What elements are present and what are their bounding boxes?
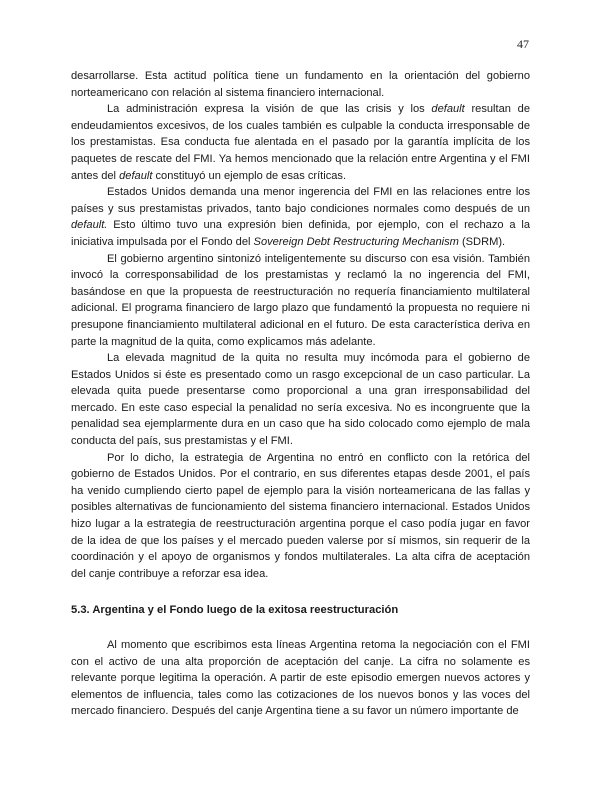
paragraph-1: desarrollarse. Esta actitud política tiene un fundamento en la orientación del gobierno norteamericano con relación al sistema financiero internacional. xyxy=(71,70,530,99)
text-run: (SDRM). xyxy=(458,235,506,248)
text-run: Estados Unidos demanda una menor ingerencia del FMI en las relaciones entre los países y sus prestamistas privados, tanto bajo condiciones normales como después de un xyxy=(71,186,530,215)
text-run: La administración expresa la visión de que las crisis y los xyxy=(107,103,432,116)
paragraph-3 xyxy=(71,184,530,250)
text-run: Esto último tuvo una expresión bien definida, por ejemplo, con el rechazo a la iniciativa impulsada por el Fondo del xyxy=(71,219,530,248)
italic-term: default xyxy=(431,103,465,116)
paragraph-6: Por lo dicho, la estrategia de Argentina no entró en conflicto con la retórica del gobierno de Estados Unidos. Por el contrario, en sus diferentes etapas desde 2001, el país ha venido cumpliendo cierto papel de ejemplo para la visión norteamericana de las fallas y posibles alternativas de funcionamiento del sistema financiero internacional. Estados Unidos hizo lugar a la estrategia de reestructuración argentina porque el caso podía jugar en favor de la idea de que los países y el mercado pueden valerse por sí mismos, sin requerir de la coordinación y el apoyo de organismos y fondos multilaterales. La alta cifra de aceptación del canje contribuye a reforzar esa idea. xyxy=(71,451,530,580)
italic-term: default. xyxy=(71,219,108,232)
page-number: 47 xyxy=(517,37,529,51)
italic-term: default xyxy=(119,169,153,182)
paragraph-4: El gobierno argentino sintonizó inteligentemente su discurso con esa visión. También invocó la corresponsabilidad de los prestamistas y reclamó la no ingerencia del FMI, basándose en que la propuesta de reestructuración no requería financiamiento multilateral adicional. El programa financiero de largo plazo que fundamentó la propuesta no requiere ni presupone financiamiento multilateral adicional en el futuro. De esta característica deriva en parte la magnitud de la quita, como explicamos más adelante. xyxy=(71,252,530,348)
paragraph-2 xyxy=(71,101,530,184)
paragraph-7: Al momento que escribimos esta líneas Argentina retoma la negociación con el FMI con el activo de una alta proporción de aceptación del canje. La cifra no solamente es relevante porque legitima la operación. A partir de este episodio emergen nuevos actores y elementos de influencia, tales como las cotizaciones de los nuevos bonos y las voces del mercado financiero. Después del canje Argentina tiene a su favor un número importante de xyxy=(71,639,530,718)
italic-term: Sovereign Debt Restructuring Mechanism xyxy=(253,235,459,248)
body-text xyxy=(71,68,530,720)
text-run: resultan de endeudamientos excesivos, de los cuales también es culpable la conducta irresponsable de los prestamistas. Esa conducta fue alentada en el pasado por la garantía implícita de los paquetes de rescate del FMI. Ya hemos mencionado que la relación entre Argentina y el FMI antes del xyxy=(71,103,530,182)
section-heading: 5.3. Argentina y el Fondo luego de la exitosa reestructuración xyxy=(71,604,399,617)
paragraph-5: La elevada magnitud de la quita no resulta muy incómoda para el gobierno de Estados Unidos si éste es presentado como un rasgo excepcional de un caso particular. La elevada quita puede presentarse como proporcional a una gran irresponsabilidad del mercado. En este caso especial la penalidad no sería excesiva. No es incongruente que la penalidad sea ejemplarmente dura en un caso que ha sido colocado como ejemplo de mala conducta del país, sus prestamistas y el FMI. xyxy=(71,352,530,448)
text-run: constituyó un ejemplo de esas críticas. xyxy=(152,169,347,182)
